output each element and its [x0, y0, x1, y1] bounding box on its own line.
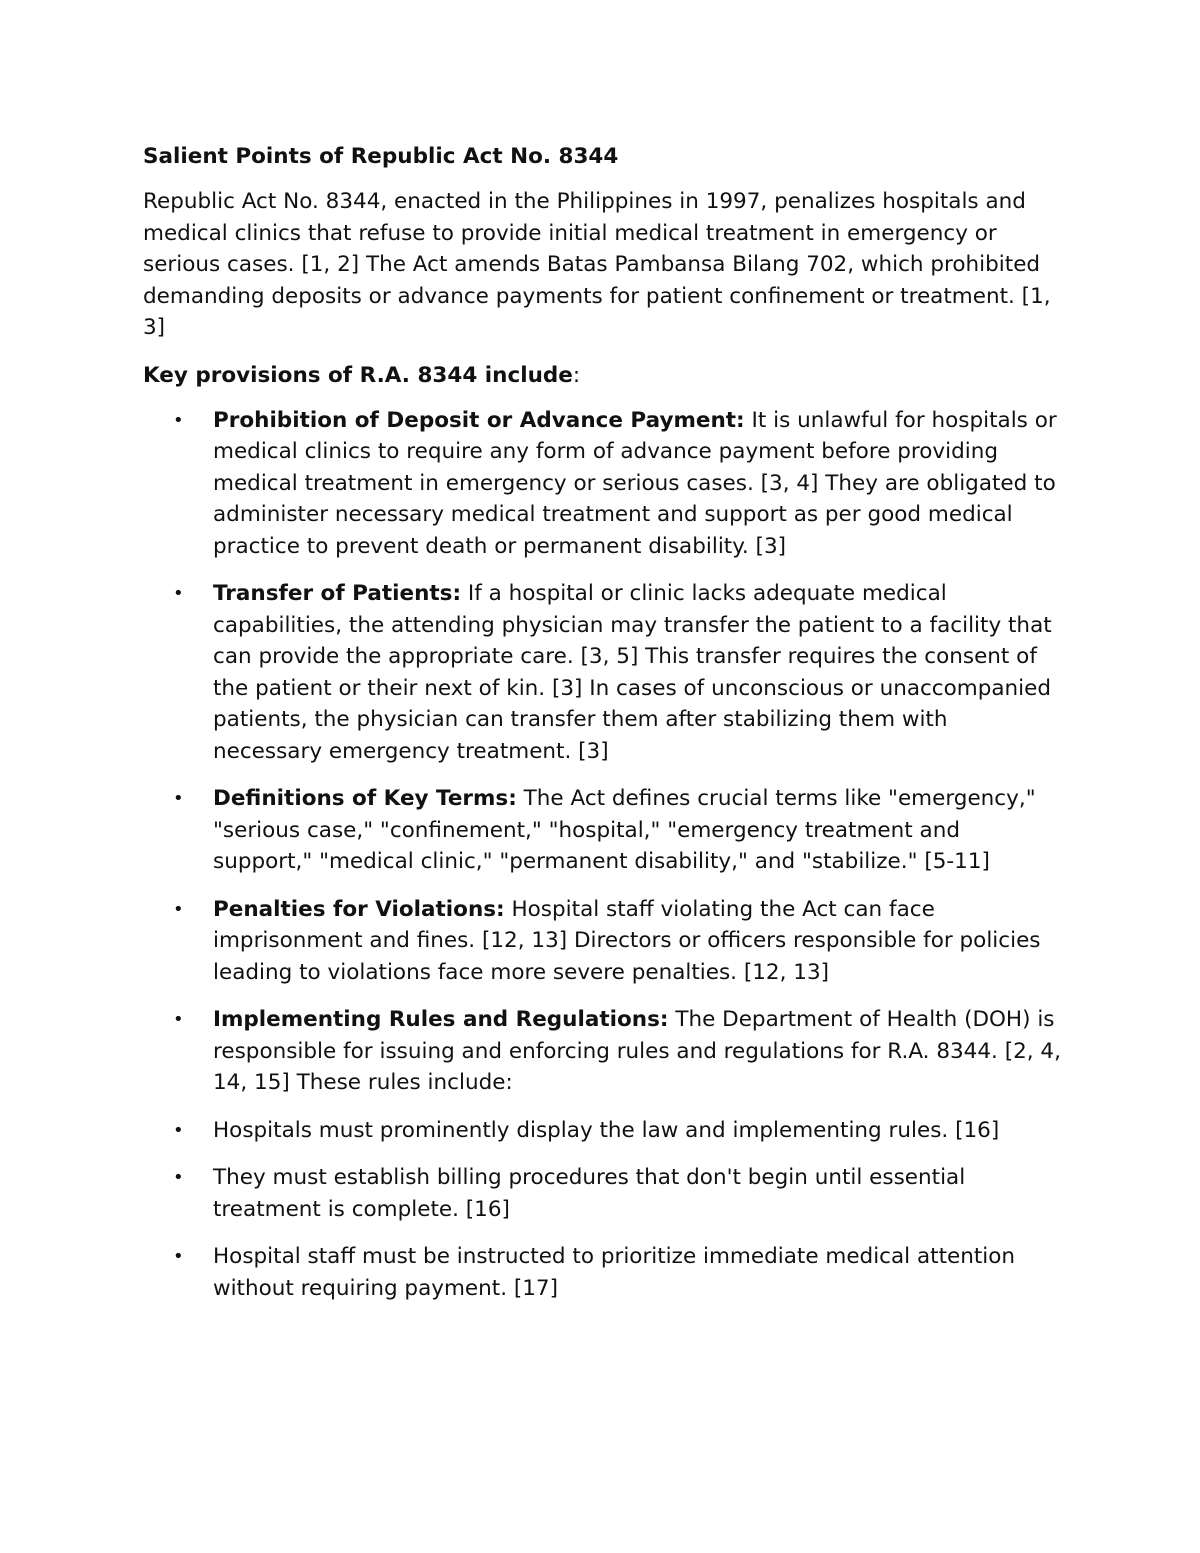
list-item: [143, 578, 1063, 767]
provision-text: The Department of Health (DOH) is responsible for issuing and enforcing rules and regulations for R.A. 8344. [2, 4, 14, 15] These rules include:: [213, 1007, 1061, 1095]
provisions-heading: [143, 360, 1063, 391]
document-page: [143, 141, 1063, 1320]
provision-text: Hospitals must prominently display the law and implementing rules. [16]: [213, 1117, 1000, 1143]
bullet-icon: •: [173, 788, 184, 809]
provision-text: Hospital staff must be instructed to prioritize immediate medical attention without requiring payment. [17]: [213, 1244, 1016, 1301]
bullet-icon: •: [173, 898, 184, 920]
provision-text: The Act defines crucial terms like "emergency," "serious case," "confinement," "hospital," "emergency treatment and support," "medical clinic," "permanent disability," and "stabilize." [5-11]: [213, 786, 1036, 874]
provision-text: If a hospital or clinic lacks adequate medical capabilities, the attending physician may transfer the patient to a facility that can provide the appropriate care. [3, 5] This transfer requires the consent of the patient or their next of kin. [3] In cases of unconscious or unaccompanied patients, the physician can transfer them after stabilizing them with necessary emergency treatment. [3]: [213, 581, 1052, 764]
document-title: Salient Points of Republic Act No. 8344: [143, 144, 619, 169]
list-item: [143, 1241, 1063, 1304]
bullet-icon: •: [173, 1009, 184, 1030]
provision-term: Implementing Rules and Regulations:: [213, 1007, 669, 1032]
provision-term: Transfer of Patients:: [213, 581, 462, 606]
provision-text: They must establish billing procedures that don't begin until essential treatment is complete. [16]: [213, 1165, 966, 1222]
provisions-heading-bold: Key provisions of R.A. 8344 include: [143, 362, 573, 388]
list-item: [143, 783, 1063, 878]
list-item: [143, 1162, 1063, 1225]
provision-term: Definitions of Key Terms:: [213, 786, 517, 811]
bullet-icon: •: [173, 1246, 184, 1267]
provisions-heading-colon: :: [572, 362, 581, 388]
list-item: [143, 405, 1063, 563]
bullet-icon: •: [173, 583, 184, 604]
provision-term: Prohibition of Deposit or Advance Payment:: [213, 407, 745, 433]
bullet-icon: •: [173, 1167, 184, 1188]
provision-text: It is unlawful for hospitals or medical clinics to require any form of advance payment before providing medical treatment in emergency or serious cases. [3, 4] They are obligated to administer necessary medical treatment and support as per good medical practice to prevent death or permanent disability. [3]: [213, 407, 1057, 559]
bullet-icon: •: [173, 1119, 184, 1141]
list-item: [143, 894, 1063, 989]
provision-term: Penalties for Violations:: [213, 896, 505, 922]
list-item: [143, 1115, 1063, 1147]
provisions-list: [143, 405, 1063, 1305]
intro-paragraph: Republic Act No. 8344, enacted in the Philippines in 1997, penalizes hospitals and medical clinics that refuse to provide initial medical treatment in emergency or serious cases. [1, 2] The Act amends Batas Pambansa Bilang 702, which prohibited demanding deposits or advance payments for patient confinement or treatment. [1, 3]: [143, 189, 1051, 340]
provision-text: Hospital staff violating the Act can face imprisonment and fines. [12, 13] Directors or officers responsible for policies leading to violations face more severe penalties. [12, 13]: [213, 896, 1041, 985]
bullet-icon: •: [173, 409, 184, 431]
list-item: [143, 1004, 1063, 1099]
